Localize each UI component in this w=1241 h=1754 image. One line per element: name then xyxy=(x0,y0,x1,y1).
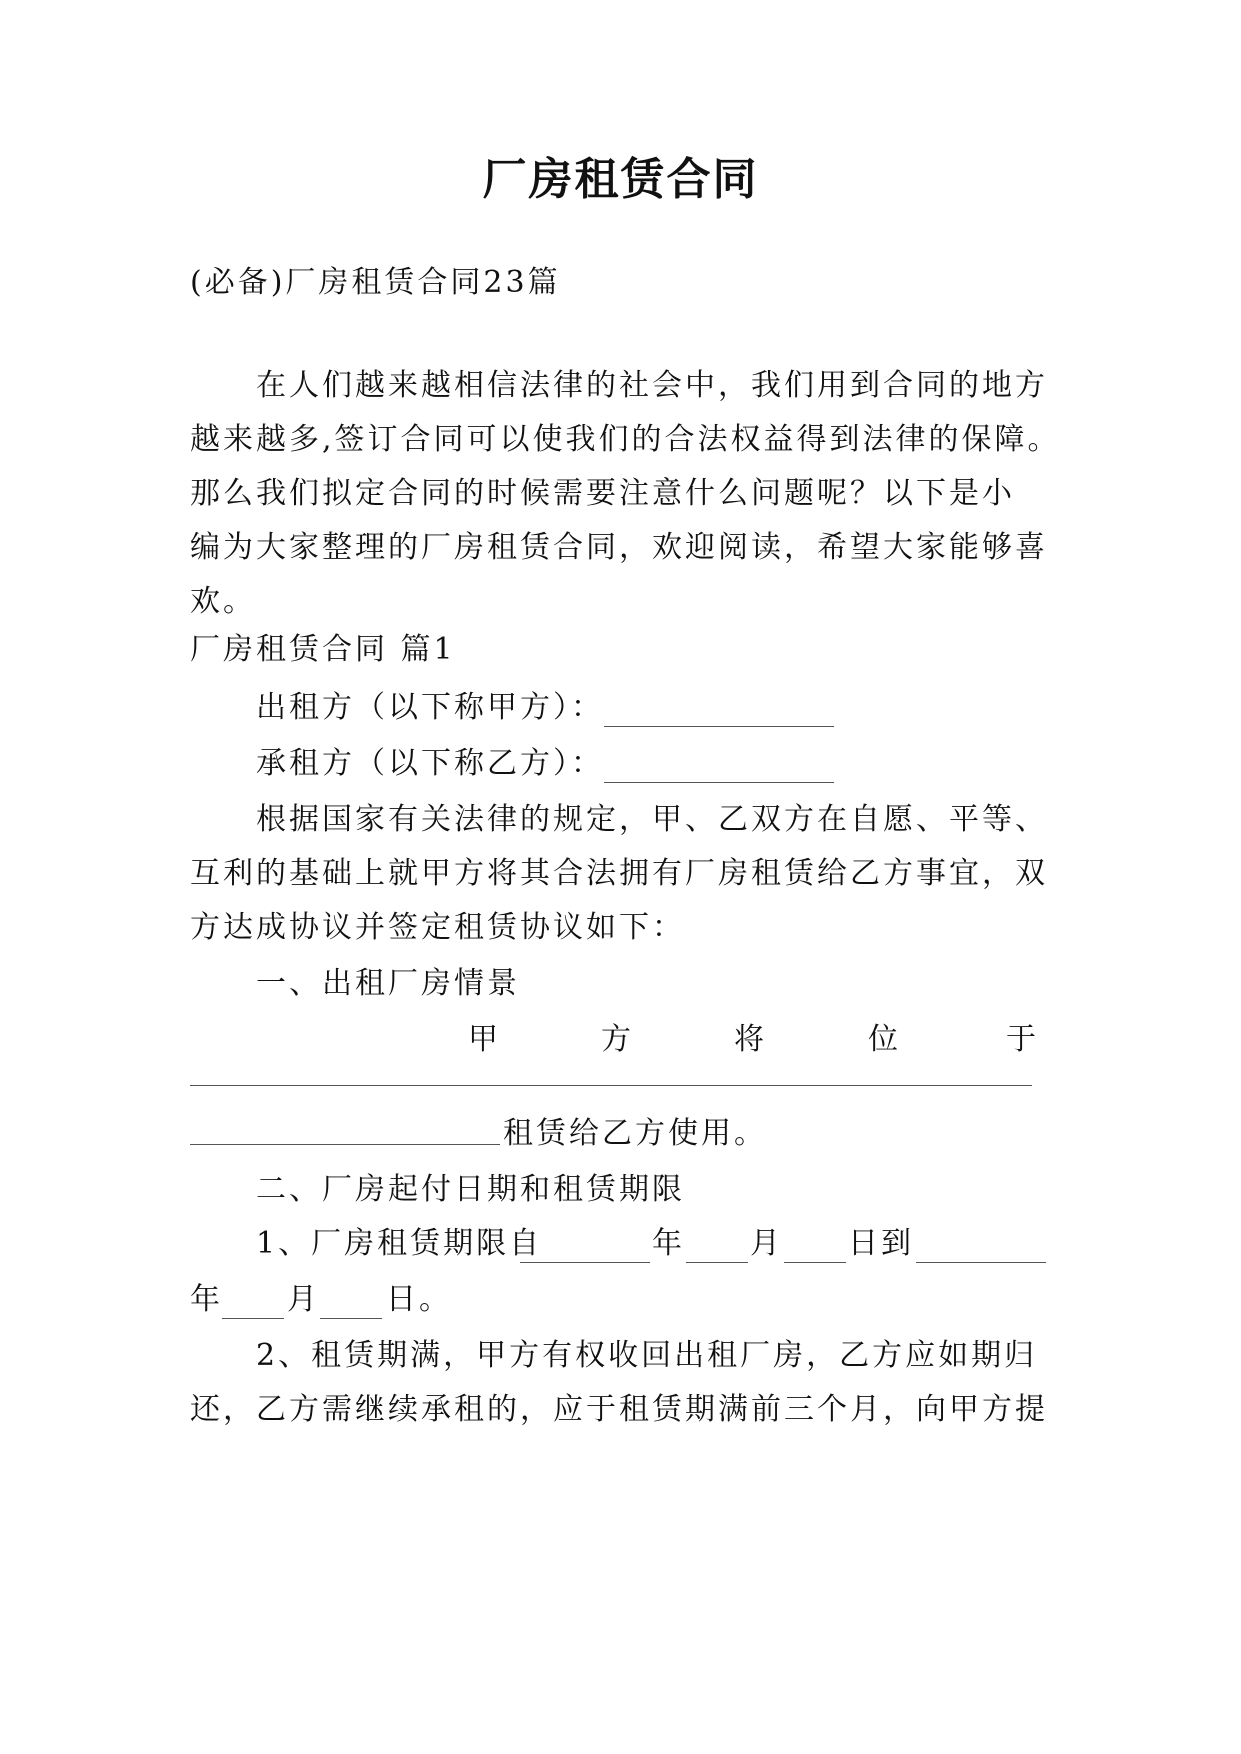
clause1-location-blank xyxy=(190,1085,1032,1086)
clause1-char-3: 将 xyxy=(734,1022,764,1057)
preamble-line-2: 互利的基础上就甲方将其合法拥有厂房租赁给乙方事宜，双 xyxy=(190,856,1048,891)
end-year-label: 年 xyxy=(190,1282,223,1317)
start-year-label: 年 xyxy=(652,1226,685,1261)
lessor-label: 出租方（以下称甲方）： xyxy=(256,690,604,725)
clause1-char-5: 于 xyxy=(1006,1022,1036,1057)
clause2-heading: 二、厂房起付日期和租赁期限 xyxy=(256,1172,685,1207)
clause1-heading: 一、出租厂房情景 xyxy=(256,966,520,1001)
start-month-label: 月 xyxy=(750,1226,783,1261)
intro-line-4: 编为大家整理的厂房租赁合同，欢迎阅读，希望大家能够喜 xyxy=(190,530,1048,565)
clause1-char-2: 方 xyxy=(601,1022,631,1057)
end-month-label: 月 xyxy=(287,1282,320,1317)
document-title: 厂房租赁合同 xyxy=(482,154,759,205)
intro-line-5: 欢。 xyxy=(190,584,256,619)
end-day-blank xyxy=(320,1318,382,1319)
preamble-line-1: 根据国家有关法律的规定，甲、乙双方在自愿、平等、 xyxy=(256,802,1048,837)
preamble-line-3: 方达成协议并签定租赁协议如下： xyxy=(190,910,685,945)
start-day-to-label: 日到 xyxy=(848,1226,914,1261)
clause1-location-blank-2 xyxy=(190,1144,500,1145)
clause2-item1-prefix: 1、厂房租赁期限自 xyxy=(256,1226,543,1261)
lessee-label: 承租方（以下称乙方）： xyxy=(256,746,604,781)
lessee-blank xyxy=(604,782,834,783)
intro-line-3: 那么我们拟定合同的时候需要注意什么问题呢？以下是小 xyxy=(190,476,1015,511)
clause1-tail: 租赁给乙方使用。 xyxy=(503,1116,767,1151)
start-month-blank xyxy=(686,1262,748,1263)
intro-line-1: 在人们越来越相信法律的社会中，我们用到合同的地方 xyxy=(256,368,1048,403)
start-year-blank xyxy=(520,1262,650,1263)
end-month-blank xyxy=(222,1318,284,1319)
intro-line-2: 越来越多,签订合同可以使我们的合法权益得到法律的保障。 xyxy=(190,422,1061,457)
document-subtitle: (必备)厂房租赁合同23篇 xyxy=(190,265,561,300)
clause2-item2-line-1: 2、租赁期满，甲方有权收回出租厂房，乙方应如期归 xyxy=(256,1338,1038,1373)
end-year-blank xyxy=(916,1262,1046,1263)
lessor-blank xyxy=(604,726,834,727)
section-heading: 厂房租赁合同 篇1 xyxy=(190,632,456,667)
clause2-item2-line-2: 还，乙方需继续承租的，应于租赁期满前三个月，向甲方提 xyxy=(190,1392,1048,1427)
clause1-char-4: 位 xyxy=(868,1022,898,1057)
start-day-blank xyxy=(784,1262,846,1263)
clause1-char-1: 甲 xyxy=(468,1022,498,1057)
end-day-label: 日。 xyxy=(386,1282,452,1317)
